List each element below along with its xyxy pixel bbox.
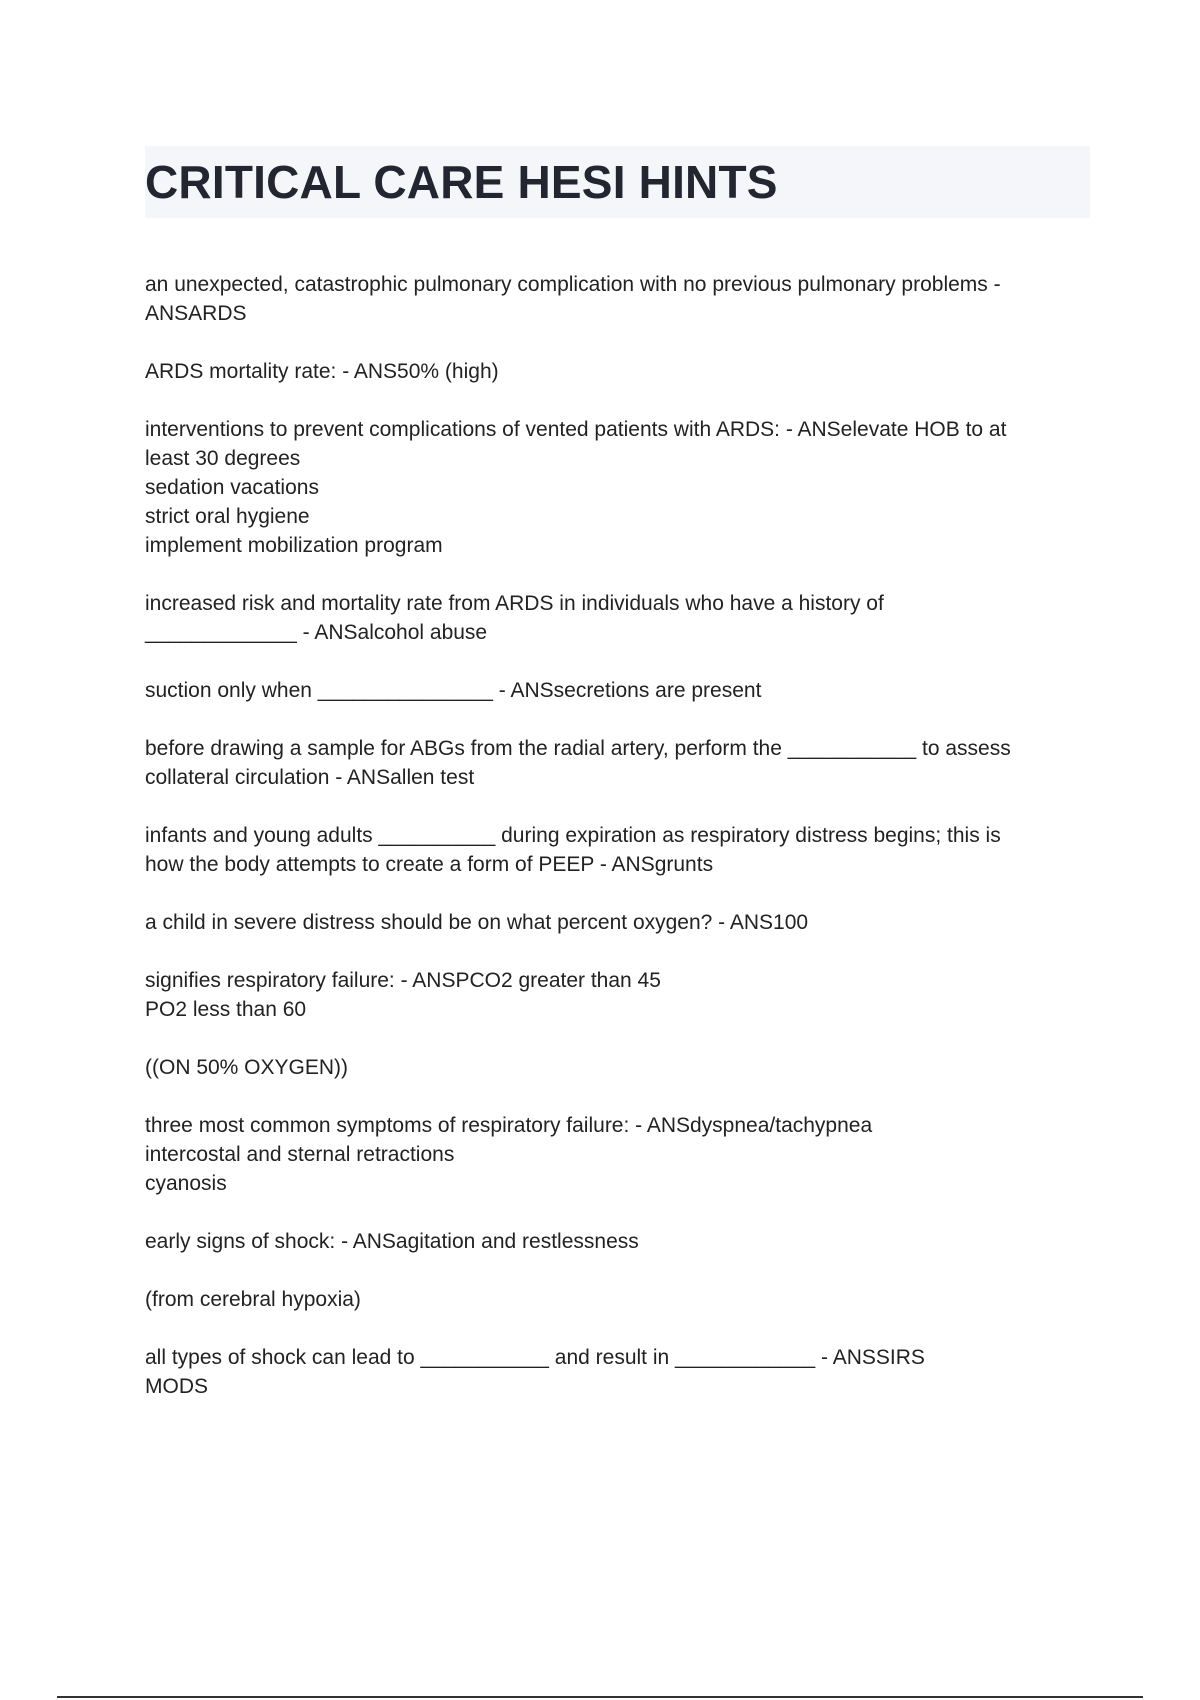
page-title: CRITICAL CARE HESI HINTS	[145, 156, 778, 208]
title-banner	[145, 146, 1090, 218]
qa-paragraph	[145, 734, 1085, 792]
text-line: collateral circulation - ANSallen test	[145, 766, 475, 789]
text-line: before drawing a sample for ABGs from the radial artery, perform the ___________ to assess	[145, 737, 1011, 760]
text-line: _____________ - ANSalcohol abuse	[145, 621, 488, 644]
text-line: ((ON 50% OXYGEN))	[145, 1056, 349, 1079]
text-line: least 30 degrees	[145, 447, 301, 470]
text-line: PO2 less than 60	[145, 998, 307, 1021]
text-line: infants and young adults __________ during expiration as respiratory distress begins; this is	[145, 824, 1001, 847]
qa-paragraph	[145, 1227, 1085, 1256]
text-line: intercostal and sternal retractions	[145, 1143, 455, 1166]
text-line: signifies respiratory failure: - ANSPCO2 greater than 45	[145, 969, 661, 992]
qa-paragraph	[145, 1285, 1085, 1314]
qa-paragraph	[145, 676, 1085, 705]
qa-paragraph	[145, 415, 1085, 560]
document-body	[145, 270, 1085, 1430]
qa-paragraph	[145, 1111, 1085, 1198]
text-line: cyanosis	[145, 1172, 227, 1195]
qa-paragraph	[145, 966, 1085, 1024]
text-line: implement mobilization program	[145, 534, 443, 557]
text-line: (from cerebral hypoxia)	[145, 1288, 361, 1311]
qa-paragraph	[145, 821, 1085, 879]
text-line: early signs of shock: - ANSagitation and restlessness	[145, 1230, 639, 1253]
text-line: a child in severe distress should be on what percent oxygen? - ANS100	[145, 911, 809, 934]
text-line: interventions to prevent complications of vented patients with ARDS: - ANSelevate HOB to at	[145, 418, 1007, 441]
text-line: strict oral hygiene	[145, 505, 310, 528]
text-line: MODS	[145, 1375, 208, 1398]
text-line: increased risk and mortality rate from ARDS in individuals who have a history of	[145, 592, 884, 615]
text-line: ANSARDS	[145, 302, 247, 325]
text-line: all types of shock can lead to ___________ and result in ____________ - ANSSIRS	[145, 1346, 925, 1369]
qa-paragraph	[145, 1053, 1085, 1082]
text-line: three most common symptoms of respiratory failure: - ANSdyspnea/tachypnea	[145, 1114, 873, 1137]
text-line: sedation vacations	[145, 476, 319, 499]
qa-paragraph	[145, 1343, 1085, 1401]
qa-paragraph	[145, 908, 1085, 937]
footer-divider	[57, 1696, 1143, 1698]
text-line: ARDS mortality rate: - ANS50% (high)	[145, 360, 499, 383]
qa-paragraph	[145, 589, 1085, 647]
text-line: an unexpected, catastrophic pulmonary complication with no previous pulmonary problems -	[145, 273, 1001, 296]
text-line: suction only when _______________ - ANSsecretions are present	[145, 679, 762, 702]
qa-paragraph	[145, 270, 1085, 328]
qa-paragraph	[145, 357, 1085, 386]
text-line: how the body attempts to create a form of PEEP - ANSgrunts	[145, 853, 714, 876]
